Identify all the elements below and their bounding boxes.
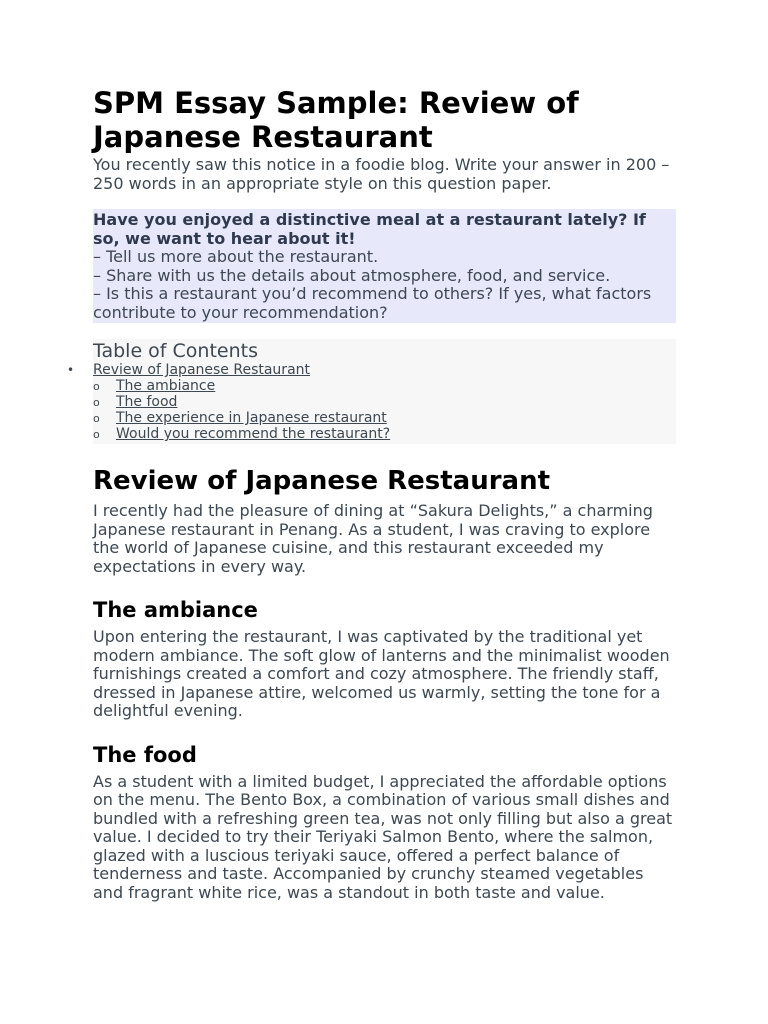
page-title: SPM Essay Sample: Review of Japanese Restaurant: [93, 86, 579, 154]
notice-point: – Tell us more about the restaurant.: [93, 247, 379, 266]
toc-title: Table of Contents: [93, 340, 258, 362]
toc-item-food: [93, 394, 676, 410]
intro-paragraph: You recently saw this notice in a foodie blog. Write your answer in 200 – 250 words in an appropriate style on this question paper.: [93, 155, 670, 193]
article-intro-paragraph: I recently had the pleasure of dining at “Sakura Delights,” a charming Japanese restaurant in Penang. As a student, I was craving to explore the world of Japanese cuisine, and this restaurant exceeded my expectations in every way.: [93, 501, 653, 576]
toc-link-ambiance[interactable]: The ambiance: [116, 378, 216, 394]
toc-item-ambiance: [93, 378, 676, 394]
toc-link-recommend[interactable]: Would you recommend the restaurant?: [116, 426, 391, 442]
section-heading-food: The food: [93, 742, 197, 767]
document-page: [93, 86, 676, 902]
section-paragraph-ambiance: Upon entering the restaurant, I was captivated by the traditional yet modern ambiance. The soft glow of lanterns and the minimalist wooden furnishings created a comfort and cozy atmosphere. The friendly staff, dressed in Japanese attire, welcomed us warmly, setting the tone for a delightful evening.: [93, 627, 670, 720]
toc-list: [93, 362, 676, 442]
section-heading-ambiance: The ambiance: [93, 598, 258, 622]
toc-link-experience[interactable]: The experience in Japanese restaurant: [116, 410, 387, 426]
toc-item-review: [93, 362, 676, 378]
notice-box: [93, 209, 676, 323]
table-of-contents: [93, 339, 676, 444]
toc-link-review[interactable]: Review of Japanese Restaurant: [93, 362, 311, 378]
article-heading: Review of Japanese Restaurant: [93, 466, 551, 496]
toc-item-experience: [93, 410, 676, 426]
notice-point: – Is this a restaurant you’d recommend to others? If yes, what factors contribute to your recommendation?: [93, 284, 652, 322]
toc-link-food[interactable]: The food: [116, 394, 178, 410]
notice-point: – Share with us the details about atmosphere, food, and service.: [93, 265, 611, 285]
section-paragraph-food: As a student with a limited budget, I appreciated the affordable options on the menu. The Bento Box, a combination of various small dishes and bundled with a refreshing green tea, was not only filling but also a great value. I decided to try their Teriyaki Salmon Bento, where the salmon, glazed with a luscious teriyaki sauce, offered a perfect balance of tenderness and taste. Accompanied by crunchy steamed vegetables and fragrant white rice, was a standout in both taste and value.: [93, 771, 673, 902]
notice-heading: Have you enjoyed a distinctive meal at a restaurant lately? If so, we want to hear about it!: [93, 210, 646, 248]
toc-item-recommend: [93, 426, 676, 442]
